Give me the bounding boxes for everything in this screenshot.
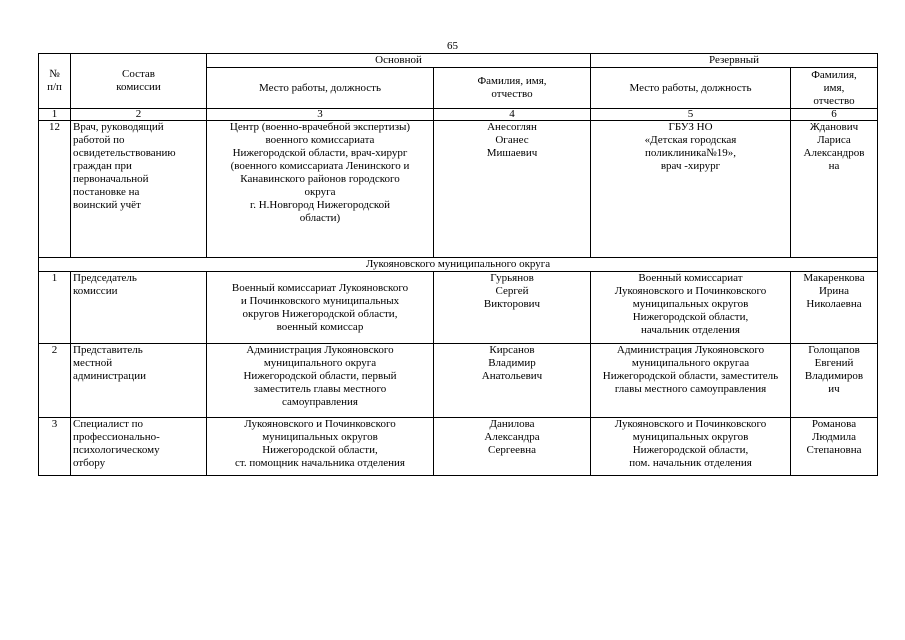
row-main-name: Гурьянов Сергей Викторович (434, 272, 591, 344)
row-reserve-name: Голощапов Евгений Владимиров ич (791, 344, 878, 418)
header-main-name: Фамилия, имя, отчество (434, 68, 591, 109)
header-row-groups (39, 54, 878, 68)
column-number: 4 (434, 109, 591, 121)
column-numbers-row (39, 109, 878, 121)
row-reserve-workplace: ГБУЗ НО «Детская городская поликлиника№19», врач -хирург (591, 121, 791, 258)
row-main-name: Данилова Александра Сергеевна (434, 418, 591, 476)
table-row (39, 272, 878, 344)
column-number: 2 (71, 109, 207, 121)
section-row (39, 258, 878, 272)
row-main-workplace: Лукояновского и Починковского муниципальных округов Нижегородской области, ст. помощник начальника отделения (207, 418, 434, 476)
commission-table (38, 53, 878, 476)
column-number: 3 (207, 109, 434, 121)
row-reserve-workplace: Военный комиссариат Лукояновского и Починковского муниципальных округов Нижегородской области, начальник отделения (591, 272, 791, 344)
row-main-name: Кирсанов Владимир Анатольевич (434, 344, 591, 418)
header-reserve-group: Резервный (591, 54, 878, 68)
row-number: 1 (39, 272, 71, 344)
row-role: Представитель местной администрации (71, 344, 207, 418)
header-reserve-workplace: Место работы, должность (591, 68, 791, 109)
row-number: 12 (39, 121, 71, 258)
section-title: Лукояновского муниципального округа (39, 258, 878, 272)
row-reserve-name: Жданович Лариса Александров на (791, 121, 878, 258)
row-main-workplace: Военный комиссариат Лукояновского и Починковского муниципальных округов Нижегородской области, военный комиссар (207, 272, 434, 344)
row-role: Врач, руководящий работой по освидетельствованию граждан при первоначальной постановке на воинский учёт (71, 121, 207, 258)
header-reserve-name: Фамилия, имя, отчество (791, 68, 878, 109)
row-number: 3 (39, 418, 71, 476)
row-role: Специалист по профессионально- психологическому отбору (71, 418, 207, 476)
header-main-workplace: Место работы, должность (207, 68, 434, 109)
row-number: 2 (39, 344, 71, 418)
row-main-workplace: Администрация Лукояновского муниципального округа Нижегородской области, первый заместитель главы местного самоуправления (207, 344, 434, 418)
header-main-group: Основной (207, 54, 591, 68)
page-number: 65 (447, 40, 458, 52)
row-reserve-workplace: Лукояновского и Починковского муниципальных округов Нижегородской области, пом. начальник отделения (591, 418, 791, 476)
row-role: Председатель комиссии (71, 272, 207, 344)
header-composition: Состав комиссии (71, 54, 207, 109)
header-num: № п/п (39, 54, 71, 109)
row-reserve-name: Макаренкова Ирина Николаевна (791, 272, 878, 344)
column-number: 5 (591, 109, 791, 121)
column-number: 6 (791, 109, 878, 121)
row-main-name: Анесоглян Оганес Мишаевич (434, 121, 591, 258)
row-main-workplace: Центр (военно-врачебной экспертизы) военного комиссариата Нижегородской области, врач-хирург (военного комиссариата Ленинского и Канавинского районов городского округа г. Н.Новгород Нижегородской области) (207, 121, 434, 258)
table-row (39, 418, 878, 476)
column-number: 1 (39, 109, 71, 121)
table-row (39, 344, 878, 418)
table-row (39, 121, 878, 258)
row-reserve-name: Романова Людмила Степановна (791, 418, 878, 476)
row-reserve-workplace: Администрация Лукояновского муниципального округаа Нижегородской области, заместитель главы местного самоуправления (591, 344, 791, 418)
